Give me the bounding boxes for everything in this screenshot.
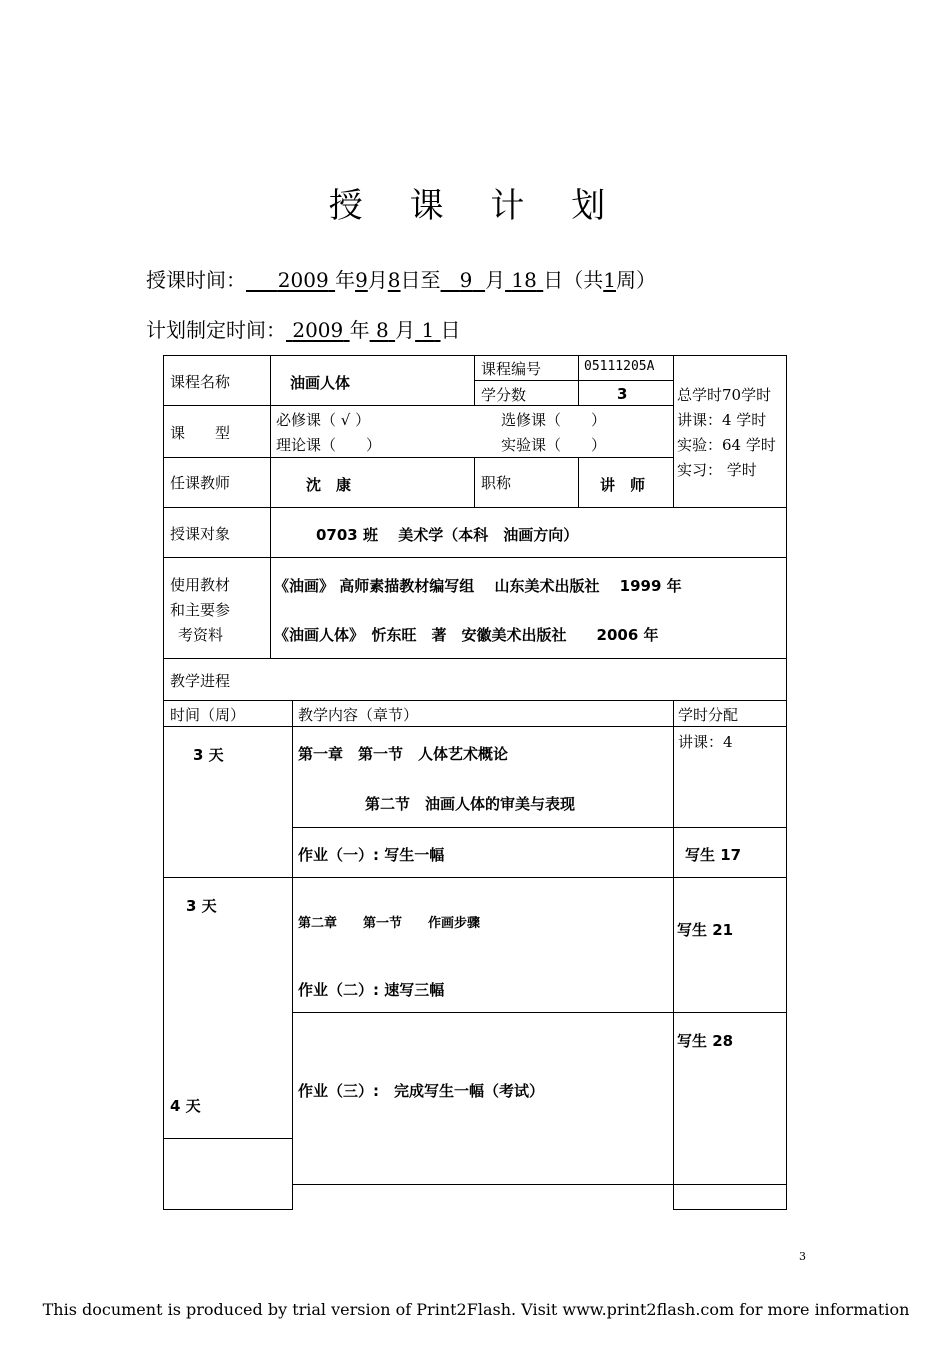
table-border	[673, 1209, 787, 1210]
textbook-label-3: 考资料	[178, 626, 224, 644]
section-2-title: 第二节 油画人体的审美与表现	[365, 795, 576, 813]
elective-course: 选修课（ ）	[501, 411, 607, 429]
plan-day: 1	[421, 318, 435, 342]
rank-label: 职称	[481, 474, 512, 492]
table-line	[163, 457, 673, 458]
to-text: 日至	[400, 268, 441, 292]
table-line	[163, 877, 787, 878]
table-line	[163, 700, 787, 701]
table-border	[786, 355, 787, 1210]
table-line	[474, 457, 475, 507]
end-day: 18	[511, 268, 537, 292]
textbook-label-1: 使用教材	[170, 576, 231, 594]
trial-footer: This document is produced by trial version of Print2Flash. Visit www.print2flash.com for more information	[42, 1300, 910, 1319]
month-unit: 月	[367, 268, 388, 292]
row3-hours: 写生 21	[677, 921, 734, 939]
course-name-label: 课程名称	[170, 373, 231, 391]
plan-day-unit: 日	[440, 318, 461, 342]
table-line	[270, 355, 271, 507]
table-line	[578, 457, 579, 507]
textbook-label-2: 和主要参	[170, 601, 231, 619]
course-code: 05111205A	[584, 359, 655, 374]
schedule-line	[146, 264, 656, 293]
row1-time: 3 天	[193, 746, 224, 764]
textbook-1: 《油画》 高师素描教材编写组 山东美术出版社 1999 年	[274, 577, 682, 595]
plan-month-unit: 月	[395, 318, 416, 342]
row3-time: 3 天	[186, 897, 217, 915]
credits: 3	[617, 385, 628, 403]
lecture-hours: 讲课：4 学时	[677, 411, 767, 429]
type-label: 课 型	[170, 424, 231, 442]
progress-label: 教学进程	[170, 672, 231, 690]
audience-label: 授课对象	[170, 525, 231, 543]
row2-hours: 写生 17	[685, 846, 742, 864]
table-line	[163, 726, 787, 727]
end-month: 9	[459, 268, 473, 292]
table-line	[292, 700, 293, 1210]
week-unit: 周）	[615, 268, 656, 292]
row4-hours: 写生 28	[677, 1032, 734, 1050]
col-hours-header: 学时分配	[678, 706, 739, 724]
table-line	[673, 700, 674, 1210]
homework-1: 作业（一）: 写生一幅	[298, 846, 445, 864]
chapter-1-title: 第一章 第一节 人体艺术概论	[298, 745, 509, 763]
plan-year: 2009	[292, 318, 344, 342]
plan-year-unit: 年	[349, 318, 370, 342]
schedule-year: 2009	[277, 268, 329, 292]
table-line	[163, 1138, 292, 1139]
day-unit: 日（共	[543, 268, 604, 292]
homework-2: 作业（二）: 速写三幅	[298, 981, 445, 999]
experiment-course: 实验课（ ）	[501, 436, 607, 454]
credits-label: 学分数	[481, 386, 527, 404]
row3-content: 第二章 第一节 作画步骤	[298, 916, 481, 931]
lab-hours: 实验：64 学时	[677, 436, 776, 454]
plan-month: 8	[375, 318, 389, 342]
table-line	[474, 355, 475, 405]
table-border	[163, 355, 164, 1210]
theory-course: 理论课（ ）	[276, 436, 382, 454]
year-unit: 年	[335, 268, 356, 292]
table-line	[292, 1184, 787, 1185]
weeks: 1	[603, 268, 616, 292]
start-month: 9	[355, 268, 368, 292]
table-line	[673, 355, 674, 507]
page-number: 3	[799, 1250, 806, 1263]
plan-date-line	[146, 314, 461, 343]
schedule-label: 授课时间：	[146, 268, 246, 292]
total-hours: 总学时70学时	[677, 386, 772, 404]
row1-content-1	[298, 743, 508, 764]
month-unit-2: 月	[485, 268, 506, 292]
table-line	[292, 1012, 787, 1013]
audience: 0703 班 美术学（本科 油画方向）	[316, 526, 579, 544]
page-title: 授 课 计 划	[328, 186, 624, 226]
course-name: 油画人体	[290, 374, 351, 392]
teacher-name: 沈 康	[306, 476, 352, 494]
plan-date-label: 计划制定时间：	[146, 318, 286, 342]
course-code-label: 课程编号	[481, 360, 542, 378]
col-time-header: 时间（周）	[170, 706, 246, 724]
table-line	[163, 405, 673, 406]
rank: 讲 师	[600, 476, 646, 494]
table-line	[292, 827, 787, 828]
table-line	[474, 380, 673, 381]
table-border	[163, 355, 787, 356]
required-course: 必修课（ √ ）	[276, 411, 371, 429]
table-line	[163, 557, 787, 558]
table-line	[578, 355, 579, 405]
start-day: 8	[387, 268, 401, 292]
row4-time: 4 天	[170, 1097, 201, 1115]
row1-content-2	[365, 793, 575, 814]
teacher-label: 任课教师	[170, 474, 231, 492]
col-content-header: 教学内容（章节）	[298, 706, 419, 724]
table-border	[163, 1209, 292, 1210]
table-line	[163, 658, 787, 659]
row1-hours: 讲课：4	[678, 733, 733, 751]
practice-hours: 实习： 学时	[677, 461, 757, 479]
table-line	[270, 507, 271, 658]
homework-3: 作业（三）: 完成写生一幅（考试）	[298, 1082, 545, 1100]
textbook-2: 《油画人体》 忻东旺 著 安徽美术出版社 2006 年	[274, 626, 659, 644]
table-line	[163, 507, 787, 508]
